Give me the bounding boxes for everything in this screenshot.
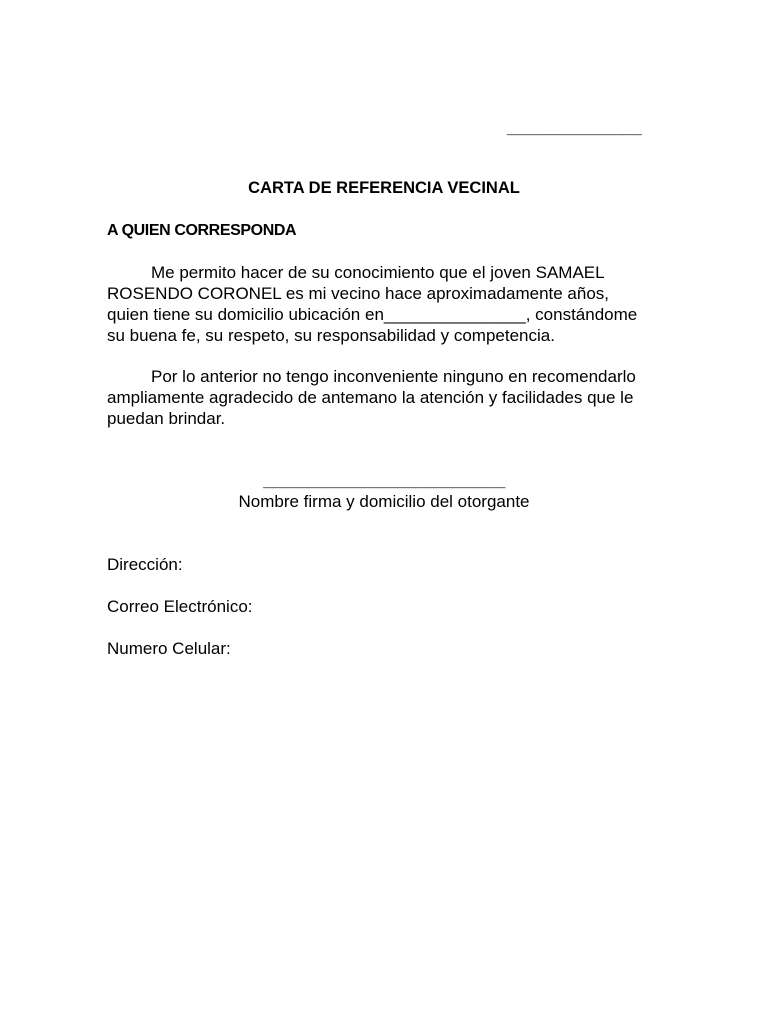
body-paragraph-1 [107,262,667,346]
paragraph-line: su buena fe, su respeto, su responsabilidad y competencia. [107,326,555,345]
date-blank: _______________ [507,118,642,137]
document-title: CARTA DE REFERENCIA VECINAL [248,179,520,197]
paragraph-line: ROSENDO CORONEL es mi vecino hace aproximadamente años, [107,284,610,303]
signature-caption: Nombre firma y domicilio del otorgante [238,492,530,511]
body-paragraph-2 [107,366,667,429]
paragraph-line: puedan brindar. [107,409,226,428]
signature-line: ___________________________ [263,471,505,490]
email-label: Correo Electrónico: [107,597,253,616]
address-label: Dirección: [107,555,183,574]
paragraph-line: Me permito hacer de su conocimiento que el joven SAMAEL [151,263,605,282]
salutation: A QUIEN CORRESPONDA [107,222,297,239]
paragraph-line: ampliamente agradecido de antemano la atención y facilidades que le [107,388,634,407]
paragraph-line: quien tiene su domicilio ubicación en_______________, constándome [107,305,638,324]
phone-label: Numero Celular: [107,639,231,658]
paragraph-line: Por lo anterior no tengo inconveniente ninguno en recomendarlo [151,367,636,386]
